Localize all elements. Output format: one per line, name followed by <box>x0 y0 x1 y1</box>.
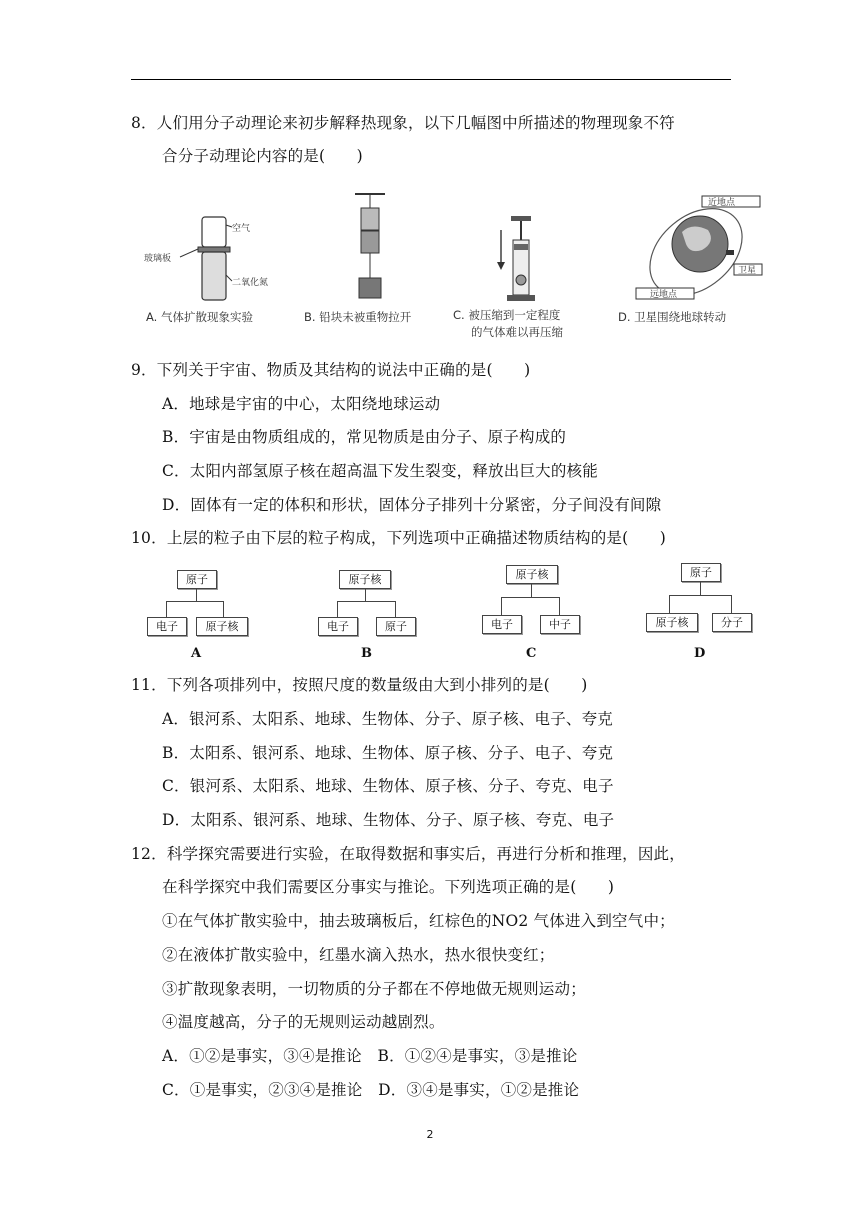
satellite-orbit-figure <box>630 192 765 304</box>
q11-option-d: D．太阳系、银河系、地球、生物体、分子、原子核、夸克、电子 <box>162 811 615 829</box>
q8-stem-line2: 合分子动理论内容的是( ) <box>162 147 363 165</box>
q9-option-a: A．地球是宇宙的中心，太阳绕地球运动 <box>162 395 441 413</box>
lead-block-figure <box>345 190 395 305</box>
figD-caption: D. 卫星围绕地球转动 <box>618 310 727 324</box>
tree-d-label: D <box>694 646 706 661</box>
q11-option-c: C．银河系、太阳系、地球、生物体、原子核、分子、夸克、电子 <box>162 777 614 795</box>
compressed-gas-figure <box>495 210 545 305</box>
q9-option-d: D．固体有一定的体积和形状，固体分子排列十分紧密，分子间没有间隙 <box>162 496 662 514</box>
q9-option-b: B．宇宙是由物质组成的，常见物质是由分子、原子构成的 <box>162 428 567 446</box>
q9-stem: 9．下列关于宇宙、物质及其结构的说法中正确的是( ) <box>131 361 531 379</box>
q12-options-cd: C．①是事实，②③④是推论 D．③④是事实，①②是推论 <box>162 1081 580 1099</box>
q12-stem-line1: 12．科学探究需要进行实验，在取得数据和事实后，再进行分析和推理，因此， <box>131 845 685 863</box>
tree-d-top: 原子 <box>681 563 721 582</box>
tree-b-right: 原子 <box>376 617 416 636</box>
q12-statement-2: ②在液体扩散实验中，红墨水滴入热水，热水很快变红； <box>162 946 555 964</box>
label-apogee: 远地点 <box>650 290 678 300</box>
q9-option-c: C．太阳内部氢原子核在超高温下发生裂变，释放出巨大的核能 <box>162 462 598 480</box>
tree-a-right: 原子核 <box>196 617 248 636</box>
tree-d-left: 原子核 <box>646 613 698 632</box>
figC-caption-line1: C. 被压缩到一定程度 <box>453 308 561 322</box>
q11-option-b: B．太阳系、银河系、地球、生物体、原子核、分子、电子、夸克 <box>162 744 614 762</box>
label-perigee: 近地点 <box>708 198 736 208</box>
figC-caption-line2: 的气体难以再压缩 <box>471 325 563 339</box>
tree-c-left: 电子 <box>482 615 522 634</box>
label-glass: 玻璃板 <box>144 254 172 264</box>
q12-statement-1: ①在气体扩散实验中，抽去玻璃板后，红棕色的NO2 气体进入到空气中； <box>162 912 675 930</box>
tree-d-right: 分子 <box>712 613 752 632</box>
q8-stem-line1: 8．人们用分子动理论来初步解释热现象，以下几幅图中所描述的物理现象不符 <box>131 114 675 132</box>
label-no2: 二氧化氮 <box>232 278 269 288</box>
figB-caption: B. 铅块未被重物拉开 <box>304 310 412 324</box>
label-satellite: 卫星 <box>738 266 757 276</box>
label-air: 空气 <box>232 224 251 234</box>
figA-caption: A. 气体扩散现象实验 <box>146 310 253 324</box>
gas-diffusion-figure <box>140 215 269 305</box>
tree-a-label: A <box>191 646 202 661</box>
tree-b-label: B <box>361 646 372 661</box>
q12-statement-4: ④温度越高，分子的无规则运动越剧烈。 <box>162 1013 445 1031</box>
tree-a-left: 电子 <box>147 617 187 636</box>
tree-c-right: 中子 <box>540 615 580 634</box>
q11-stem: 11．下列各项排列中，按照尺度的数量级由大到小排列的是( ) <box>131 676 588 694</box>
page-number: 2 <box>426 1128 434 1141</box>
tree-c-top: 原子核 <box>506 565 558 584</box>
tree-b-top: 原子核 <box>339 570 391 589</box>
q12-options-ab: A．①②是事实，③④是推论 B．①②④是事实，③是推论 <box>162 1047 578 1065</box>
tree-b-left: 电子 <box>318 617 358 636</box>
tree-a-top: 原子 <box>177 570 217 589</box>
q12-statement-3: ③扩散现象表明，一切物质的分子都在不停地做无规则运动； <box>162 980 586 998</box>
q11-option-a: A．银河系、太阳系、地球、生物体、分子、原子核、电子、夸克 <box>162 710 613 728</box>
q10-stem: 10．上层的粒子由下层的粒子构成，下列选项中正确描述物质结构的是( ) <box>131 529 667 547</box>
header-rule <box>131 79 731 80</box>
tree-c-label: C <box>526 646 537 661</box>
q12-stem-line2: 在科学探究中我们需要区分事实与推论。下列选项正确的是( ) <box>162 878 615 896</box>
